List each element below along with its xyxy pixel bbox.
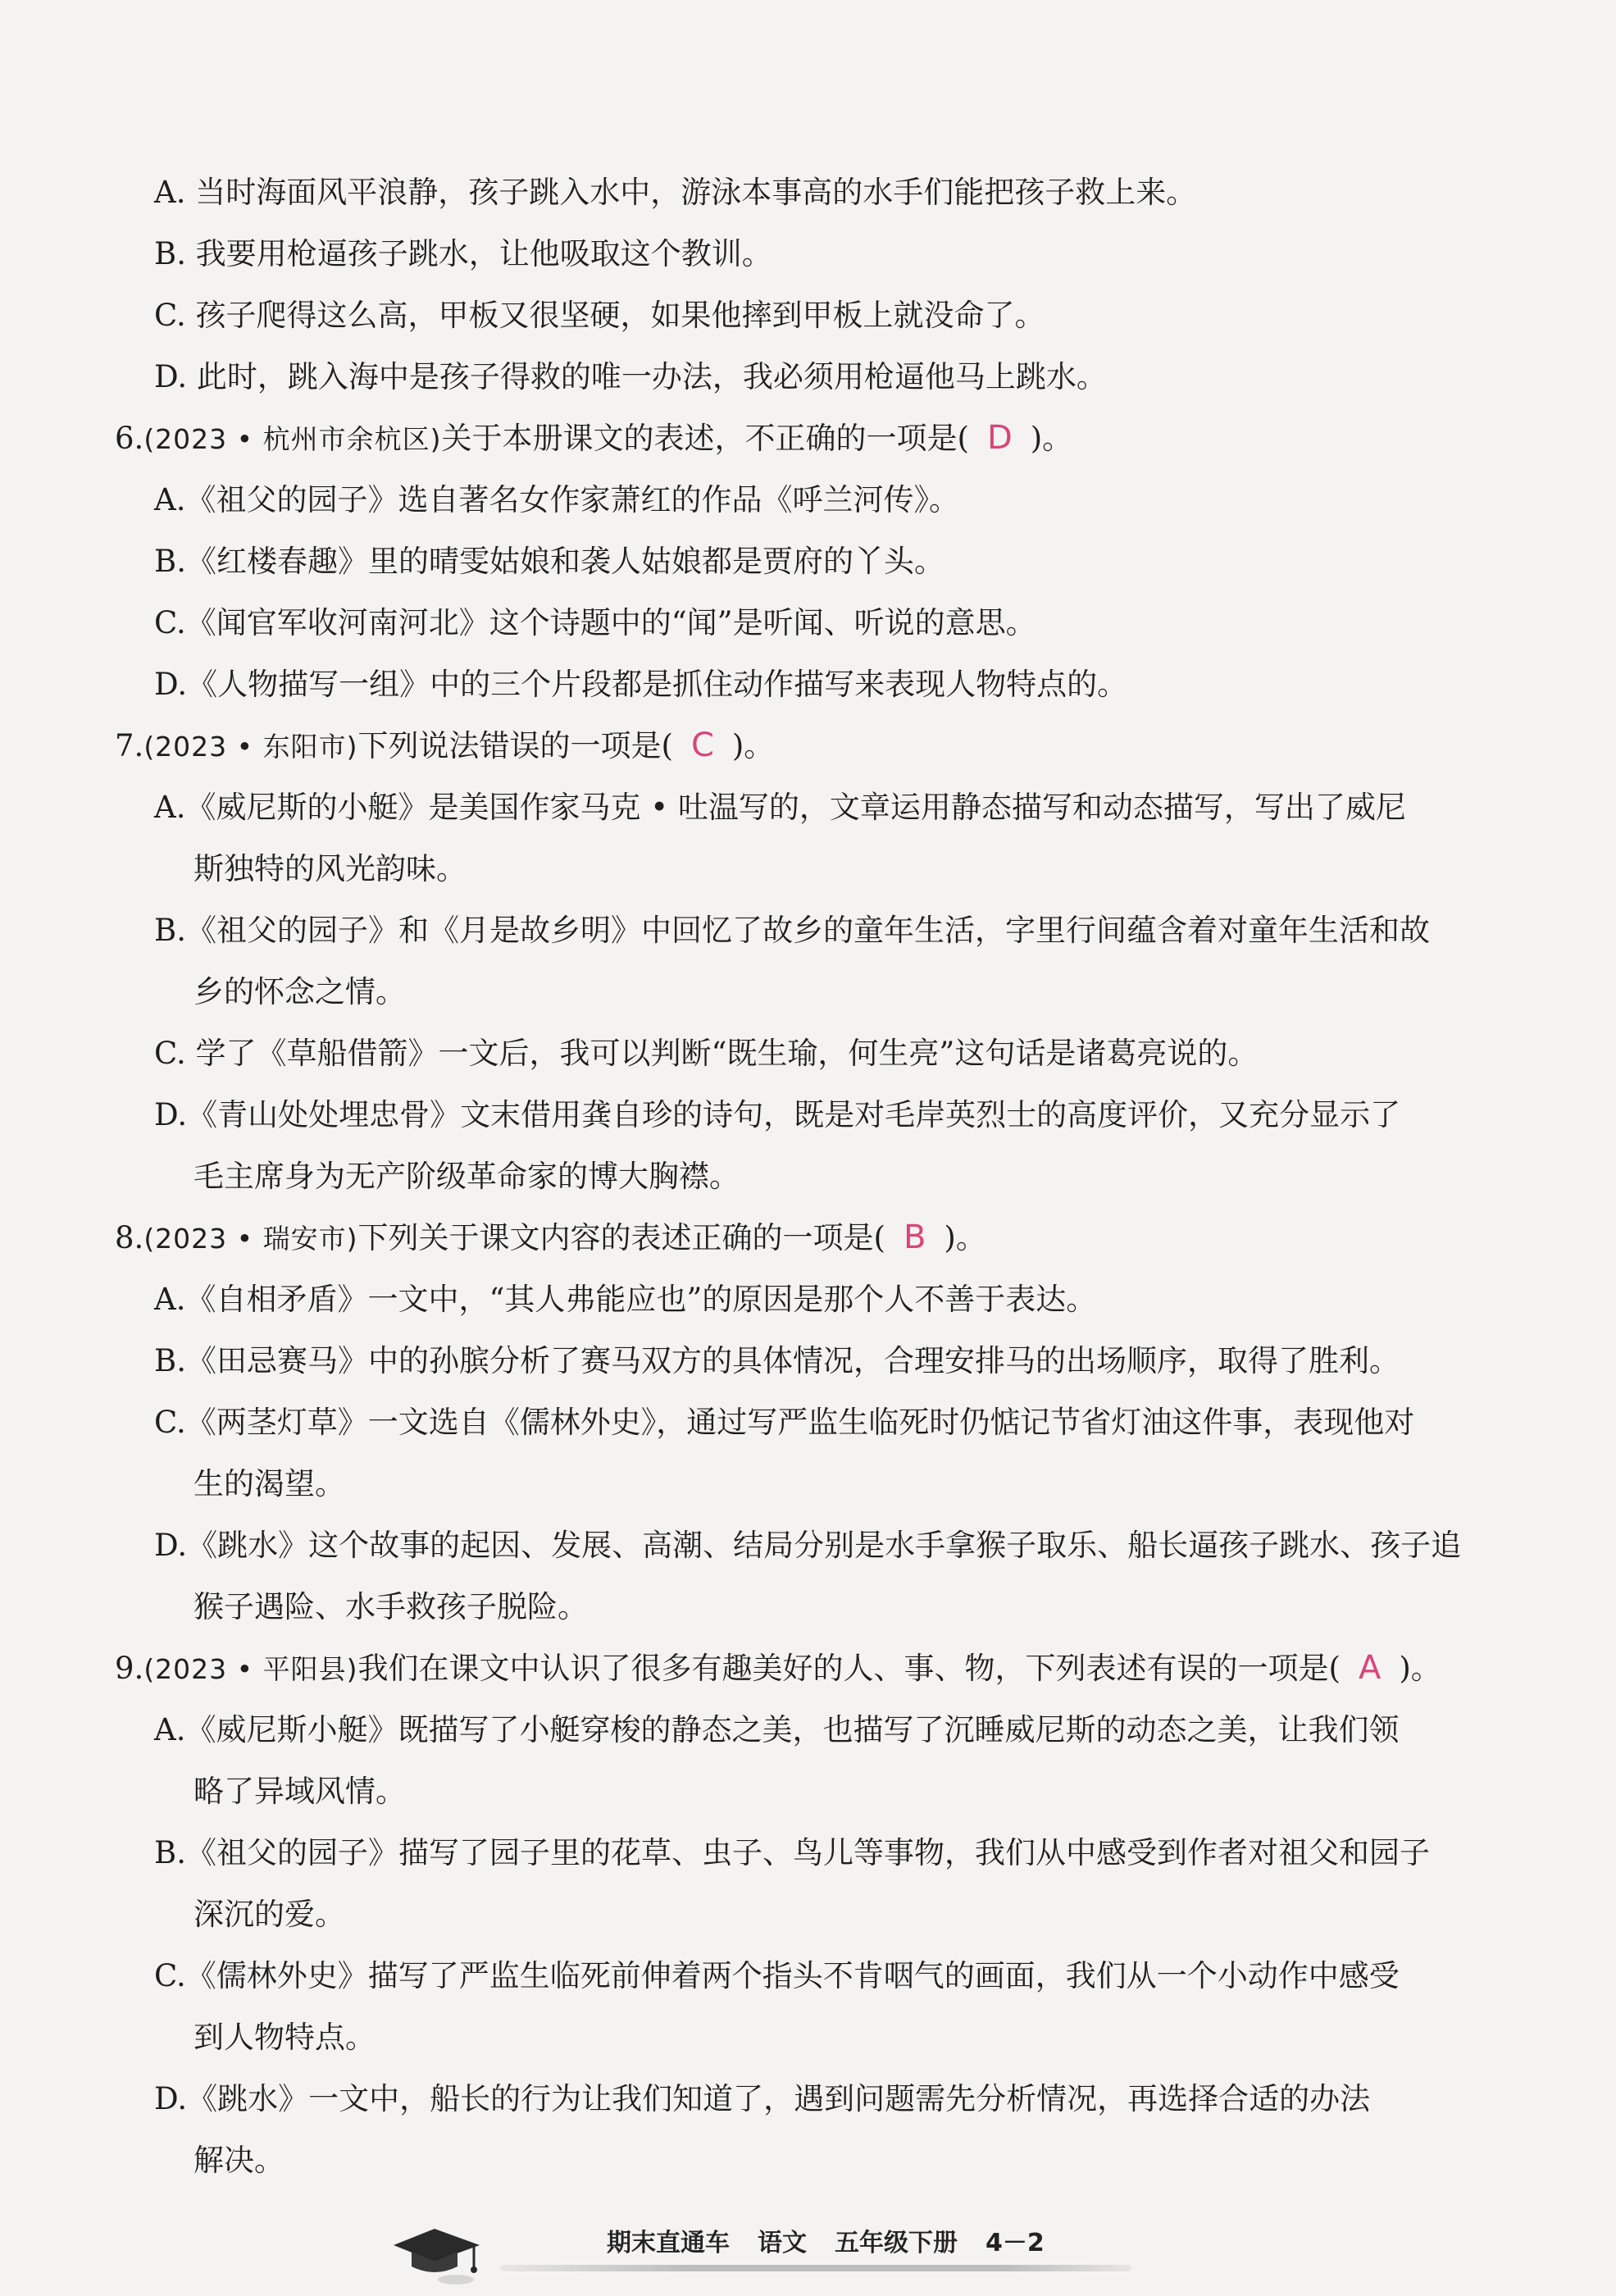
q9-option-c-line1: C.《儒林外史》描写了严监生临死前伸着两个指头不肯咽气的画面，我们从一个小动作中感受 (154, 1958, 1400, 1993)
q9-option-b-line2: 深沉的爱。 (193, 1897, 345, 1932)
footer-title: 期末直通车 (607, 2229, 730, 2257)
q7-stem (0, 715, 1616, 777)
page-footer (361, 2214, 1181, 2288)
footer-page-number: 4－2 (986, 2229, 1045, 2257)
q6-option-a: A.《祖父的园子》选自著名女作家萧红的作品《呼兰河传》。 (154, 482, 959, 517)
q9-option-a-line2: 略了异域风情。 (193, 1774, 406, 1809)
q8-number: 8. (115, 1220, 144, 1255)
q9-source: (2023 • 平阳县) (143, 1653, 358, 1685)
q5-option-b: B. 我要用枪逼孩子跳水，让他吸取这个教训。 (154, 236, 772, 271)
q9-answer: A (1358, 1649, 1382, 1687)
q7-end: )。 (731, 728, 775, 763)
q8-option-c-line2: 生的渴望。 (193, 1466, 345, 1501)
q8-stem-text: 下列关于课文内容的表述正确的一项是( (357, 1220, 885, 1255)
q5-option-d: D. 此时，跳入海中是孩子得救的唯一办法，我必须用枪逼他马上跳水。 (154, 359, 1107, 394)
footer-divider (500, 2265, 1131, 2271)
q8-source: (2023 • 瑞安市) (143, 1223, 358, 1255)
q8-stem (0, 1207, 1616, 1269)
q9-stem (0, 1638, 1616, 1699)
q7-number: 7. (115, 728, 144, 763)
q6-option-b: B.《红楼春趣》里的晴雯姑娘和袭人姑娘都是贾府的丫头。 (154, 544, 945, 579)
q7-option-c: C. 学了《草船借箭》一文后，我可以判断“既生瑜，何生亮”这句话是诸葛亮说的。 (154, 1036, 1259, 1071)
q5-option-a: A. 当时海面风平浪静，孩子跳入水中，游泳本事高的水手们能把孩子救上来。 (154, 175, 1197, 210)
q6-stem (0, 408, 1616, 469)
q6-end: )。 (1030, 421, 1073, 456)
q6-answer: D (986, 419, 1013, 457)
q9-end: )。 (1399, 1651, 1441, 1686)
q9-option-d-line2: 解决。 (193, 2143, 285, 2178)
q8-answer: B (903, 1219, 926, 1256)
graduation-cap-icon (377, 2214, 492, 2288)
q8-option-d-line1: D.《跳水》这个故事的起因、发展、高潮、结局分别是水手拿猴子取乐、船长逼孩子跳水、孩子追 (154, 1528, 1462, 1563)
q6-source: (2023 • 杭州市余杭区) (143, 423, 442, 455)
q9-option-b-line1: B.《祖父的园子》描写了园子里的花草、虫子、鸟儿等事物，我们从中感受到作者对祖父和园子 (154, 1835, 1430, 1870)
footer-subject: 语文 (758, 2229, 807, 2257)
q7-option-d-line2: 毛主席身为无产阶级革命家的博大胸襟。 (193, 1159, 740, 1194)
q6-option-c: C.《闻官军收河南河北》这个诗题中的“闻”是听闻、听说的意思。 (154, 605, 1036, 640)
footer-grade: 五年级下册 (835, 2229, 958, 2257)
q7-option-a-line2: 斯独特的风光韵味。 (193, 851, 467, 886)
q7-option-a-line1: A.《威尼斯的小艇》是美国作家马克 • 吐温写的，文章运用静态描写和动态描写，写出了威尼 (154, 790, 1406, 825)
q7-stem-text: 下列说法错误的一项是( (357, 728, 673, 763)
q8-option-c-line1: C.《两茎灯草》一文选自《儒林外史》，通过写严监生临死时仍惦记节省灯油这件事，表现他对 (154, 1405, 1415, 1440)
q9-stem-text: 我们在课文中认识了很多有趣美好的人、事、物，下列表述有误的一项是( (357, 1651, 1341, 1686)
q6-number: 6. (115, 421, 144, 456)
q6-option-d: D.《人物描写一组》中的三个片段都是抓住动作描写来表现人物特点的。 (154, 667, 1128, 702)
q7-source: (2023 • 东阳市) (143, 731, 358, 763)
footer-text (607, 2222, 1072, 2258)
q8-option-b: B.《田忌赛马》中的孙膑分析了赛马双方的具体情况，合理安排马的出场顺序，取得了胜利。 (154, 1343, 1400, 1378)
q7-option-b-line2: 乡的怀念之情。 (193, 974, 406, 1009)
q9-option-a-line1: A.《威尼斯小艇》既描写了小艇穿梭的静态之美，也描写了沉睡威尼斯的动态之美，让我们领 (154, 1712, 1400, 1747)
q8-option-a: A.《自相矛盾》一文中，“其人弗能应也”的原因是那个人不善于表达。 (154, 1282, 1097, 1317)
q9-option-c-line2: 到人物特点。 (193, 2020, 376, 2055)
q7-option-b-line1: B.《祖父的园子》和《月是故乡明》中回忆了故乡的童年生活，字里行间蕴含着对童年生活和故 (154, 913, 1430, 948)
q8-end: )。 (944, 1220, 986, 1255)
q9-option-d-line1: D.《跳水》一文中，船长的行为让我们知道了，遇到问题需先分析情况，再选择合适的办法 (154, 2081, 1371, 2116)
q5-option-c: C. 孩子爬得这么高，甲板又很坚硬，如果他摔到甲板上就没命了。 (154, 298, 1045, 333)
q6-stem-text: 关于本册课文的表述，不正确的一项是( (441, 421, 969, 456)
q7-option-d-line1: D.《青山处处埋忠骨》文末借用龚自珍的诗句，既是对毛岸英烈士的高度评价，又充分显示了 (154, 1097, 1401, 1132)
q9-number: 9. (115, 1651, 144, 1686)
q7-answer: C (690, 727, 714, 764)
q8-option-d-line2: 猴子遇险、水手救孩子脱险。 (193, 1589, 588, 1624)
